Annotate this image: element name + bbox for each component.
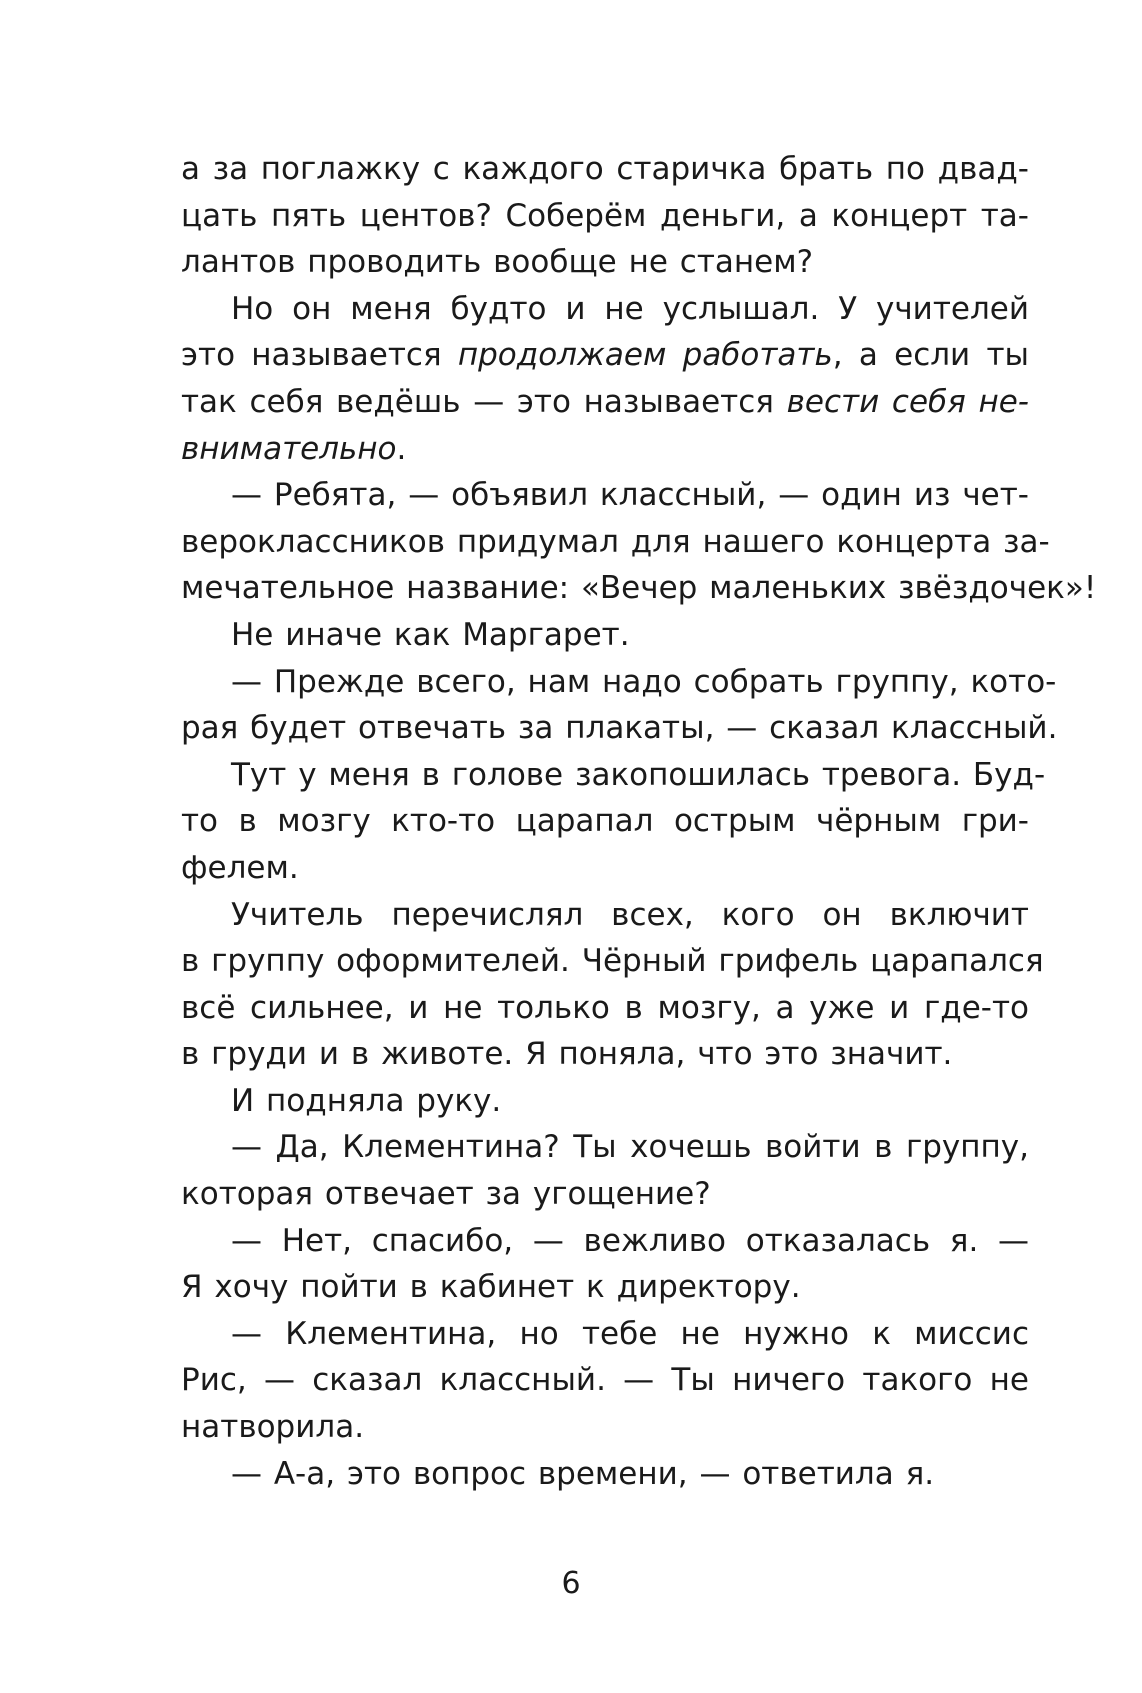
text-line: Я хочу пойти в кабинет к директору. <box>181 1269 801 1306</box>
text-line: а за поглажку с каждого старичка брать по двад- <box>181 151 1029 187</box>
page-number: 6 <box>561 1566 581 1601</box>
text-line: — Да, Клементина? Ты хочешь войти в группу, <box>231 1129 1029 1166</box>
text-line: — А-а, это вопрос времени, — ответила я. <box>231 1455 935 1492</box>
text-line: лантов проводить вообще не станем? <box>181 244 814 281</box>
italic-phrase: вести себя не- <box>786 383 1029 420</box>
text-line: в группу оформителей. Чёрный грифель царапался <box>181 943 1044 980</box>
text-line: рая будет отвечать за плакаты, — сказал классный. <box>181 710 1058 747</box>
body-text <box>181 146 1097 1497</box>
text-line: то в мозгу кто-то царапал острым чёрным гри- <box>181 803 1029 840</box>
text-line: Не иначе как Маргарет. <box>231 616 630 653</box>
text-line: цать пять центов? Соберём деньги, а концерт та- <box>181 197 1029 234</box>
text-line: это называется продолжаем работать, а если ты <box>181 337 1029 374</box>
text-line: так себя ведёшь — это называется вести себя не- <box>181 383 1029 420</box>
text-line: внимательно. <box>181 430 407 467</box>
text-line: натворила. <box>181 1409 365 1446</box>
text-line: Рис, — сказал классный. — Ты ничего такого не <box>181 1362 1029 1399</box>
text-line: — Прежде всего, нам надо собрать группу, кото- <box>231 663 1057 700</box>
text-line: всё сильнее, и не только в мозгу, а уже и где-то <box>181 989 1029 1026</box>
text-line: мечательное название: «Вечер маленьких звёздочек»! <box>181 570 1097 607</box>
text-line: в груди и в животе. Я поняла, что это значит. <box>181 1036 953 1073</box>
text-line: фелем. <box>181 849 299 886</box>
text-line: которая отвечает за угощение? <box>181 1176 711 1213</box>
text-line: — Клементина, но тебе не нужно к миссис <box>231 1315 1029 1352</box>
text-line: — Нет, спасибо, — вежливо отказалась я. — <box>231 1222 1029 1259</box>
text-line: — Ребята, — объявил классный, — один из чет- <box>231 477 1029 514</box>
text-line: Но он меня будто и не услышал. У учителей <box>231 290 1029 327</box>
text-line: Тут у меня в голове закопошилась тревога. Буд- <box>231 756 1046 793</box>
text-line: вероклассников придумал для нашего концерта за- <box>181 523 1050 560</box>
italic-phrase: внимательно <box>181 430 397 467</box>
text-line: Учитель перечислял всех, кого он включит <box>231 896 1029 933</box>
italic-phrase: продолжаем работать <box>457 337 833 374</box>
text-line: И подняла руку. <box>231 1082 502 1119</box>
